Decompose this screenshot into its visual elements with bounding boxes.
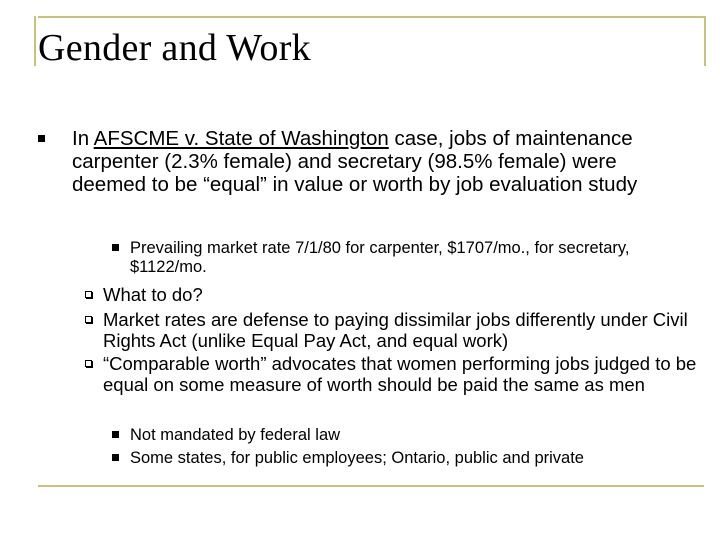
not-mandated-text: Not mandated by federal law	[130, 426, 341, 444]
square-bullet-icon	[112, 454, 119, 461]
square-bullet-icon	[112, 431, 119, 438]
comparable-worth-bullet	[103, 353, 703, 395]
title-frame-top-rule	[38, 16, 704, 18]
market-rate-text: Prevailing market rate 7/1/80 for carpenter, $1707/mo., for secretary, $1122/mo.	[130, 239, 630, 276]
not-mandated-bullet	[130, 426, 690, 445]
hollow-square-bullet-icon	[85, 291, 92, 298]
what-to-do-text: What to do?	[103, 284, 203, 305]
slide-title: Gender and Work	[38, 27, 311, 69]
some-states-text: Some states, for public employees; Ontario, public and private	[130, 449, 584, 467]
title-frame-left-rule	[34, 16, 36, 66]
square-bullet-icon	[38, 135, 45, 142]
bottom-rule	[38, 485, 704, 487]
market-defense-text: Market rates are defense to paying dissimilar jobs differently under Civil Rights Act (unlike Equal Pay Act, and equal work)	[103, 309, 688, 351]
market-defense-bullet	[103, 309, 703, 351]
main-bullet: In AFSCME v. State of Washington case, jobs of maintenance carpenter (2.3% female) and secretary (98.5% female) were deemed to be “equal” in value or worth by job evaluation study	[72, 127, 672, 196]
market-rate-bullet	[130, 239, 690, 277]
what-to-do-bullet	[103, 284, 703, 305]
case-name: AFSCME v. State of Washington	[93, 127, 389, 150]
comparable-worth-text: “Comparable worth” advocates that women performing jobs judged to be equal on some measure of worth should be paid the same as men	[103, 353, 697, 395]
some-states-bullet	[130, 449, 690, 468]
hollow-square-bullet-icon	[85, 316, 92, 323]
hollow-square-bullet-icon	[85, 360, 92, 367]
title-frame-right-rule	[704, 16, 706, 66]
main-bullet-text: case, jobs of maintenance carpenter (2.3% female) and secretary (98.5% female) were deemed to be “equal” in value or worth by job evaluation study	[72, 127, 638, 196]
square-bullet-icon	[112, 244, 119, 251]
